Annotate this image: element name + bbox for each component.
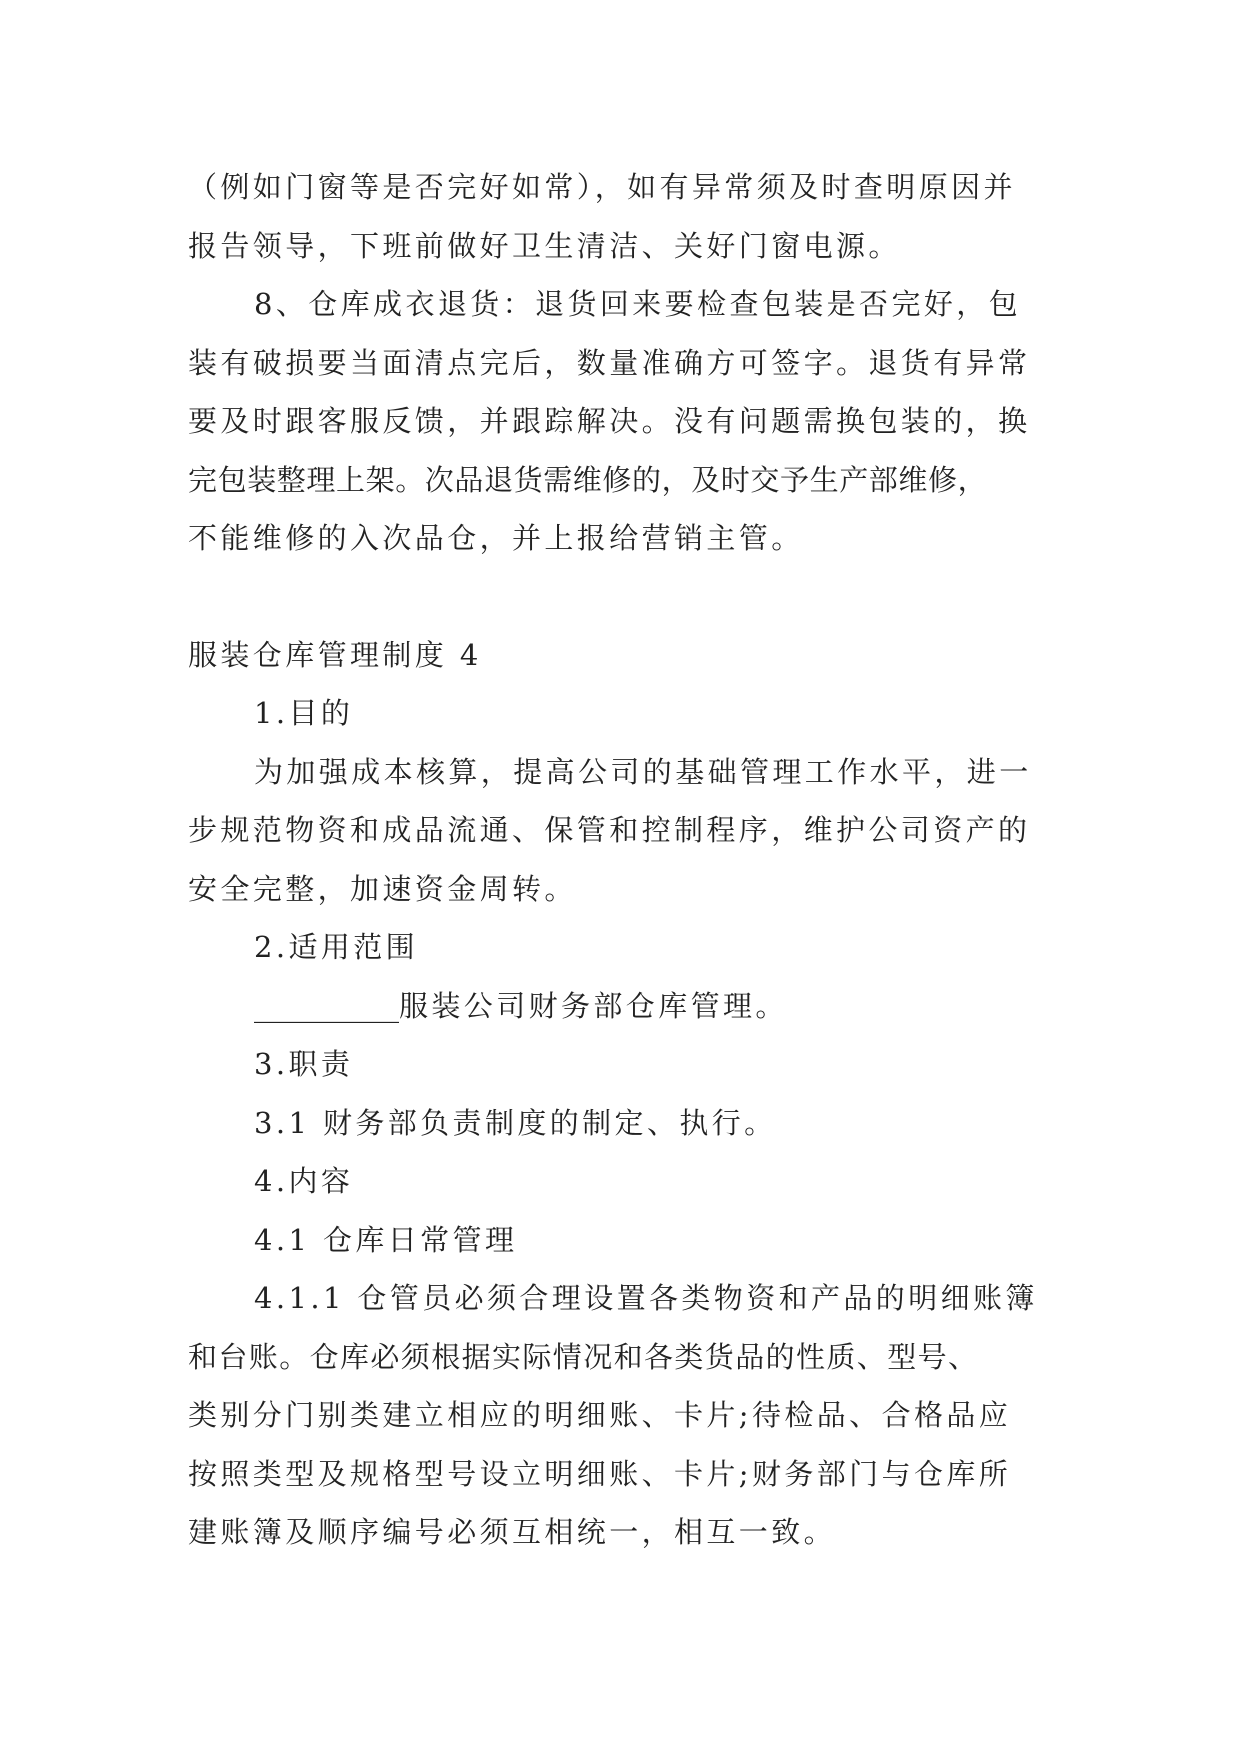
- item-4-1-1-paragraph: [188, 1269, 1058, 1562]
- paragraph-line: （例如门窗等是否完好如常），如有异常须及时查明原因并: [188, 170, 1016, 204]
- paragraph-line: 报告领导，下班前做好卫生清洁、关好门窗电源。: [188, 228, 901, 263]
- paragraph-line: 类别分门别类建立相应的明细账、卡片;待检品、合格品应: [188, 1398, 1012, 1432]
- paragraph-line: 安全完整，加速资金周转。: [188, 871, 577, 906]
- scope-heading: 2.适用范围: [254, 930, 419, 964]
- paragraph-line: 按照类型及规格型号设立明细账、卡片;财务部门与仓库所: [188, 1456, 1012, 1491]
- paragraph-line: 4.1.1 仓管员必须合理设置各类物资和产品的明细账簿: [254, 1281, 1038, 1315]
- section-title: 服装仓库管理制度 4: [188, 637, 482, 672]
- paragraph-line: 步规范物资和成品流通、保管和控制程序，维护公司资产的: [188, 813, 1031, 847]
- duty-text: 3.1 财务部负责制度的制定、执行。: [254, 1105, 777, 1140]
- purpose-heading: 1.目的: [254, 696, 354, 730]
- paragraph-line: 为加强成本核算，提高公司的基础管理工作水平，进一: [254, 754, 1032, 789]
- section-spacer: [188, 568, 1058, 626]
- paragraph-line: 和台账。仓库必须根据实际情况和各类货品的性质、型号、: [188, 1339, 979, 1374]
- daily-management-heading: 4.1 仓库日常管理: [254, 1222, 518, 1257]
- fill-in-blank: __________: [254, 988, 399, 1023]
- continuation-paragraph: [188, 158, 1058, 275]
- document-body: [188, 158, 1058, 1562]
- scope-line: [188, 977, 1058, 1036]
- paragraph-line: 装有破损要当面清点完后，数量准确方可签字。退货有异常: [188, 345, 1031, 380]
- paragraph-line: 不能维修的入次品仓，并上报给营销主管。: [188, 521, 804, 555]
- scope-text: 服装公司财务部仓库管理。: [399, 988, 788, 1023]
- paragraph-line: 8、仓库成衣退货：退货回来要检查包装是否完好，包: [254, 287, 1022, 321]
- item-8-paragraph: [188, 275, 1058, 568]
- paragraph-line: 要及时跟客服反馈，并跟踪解决。没有问题需换包装的，换: [188, 404, 1031, 438]
- content-heading: 4.内容: [254, 1164, 354, 1198]
- duty-heading: 3.职责: [254, 1047, 354, 1081]
- paragraph-line: 完包装整理上架。次品退货需维修的，及时交予生产部维修，: [188, 462, 988, 497]
- purpose-paragraph: [188, 743, 1058, 919]
- paragraph-line: 建账簿及顺序编号必须互相统一，相互一致。: [188, 1515, 837, 1549]
